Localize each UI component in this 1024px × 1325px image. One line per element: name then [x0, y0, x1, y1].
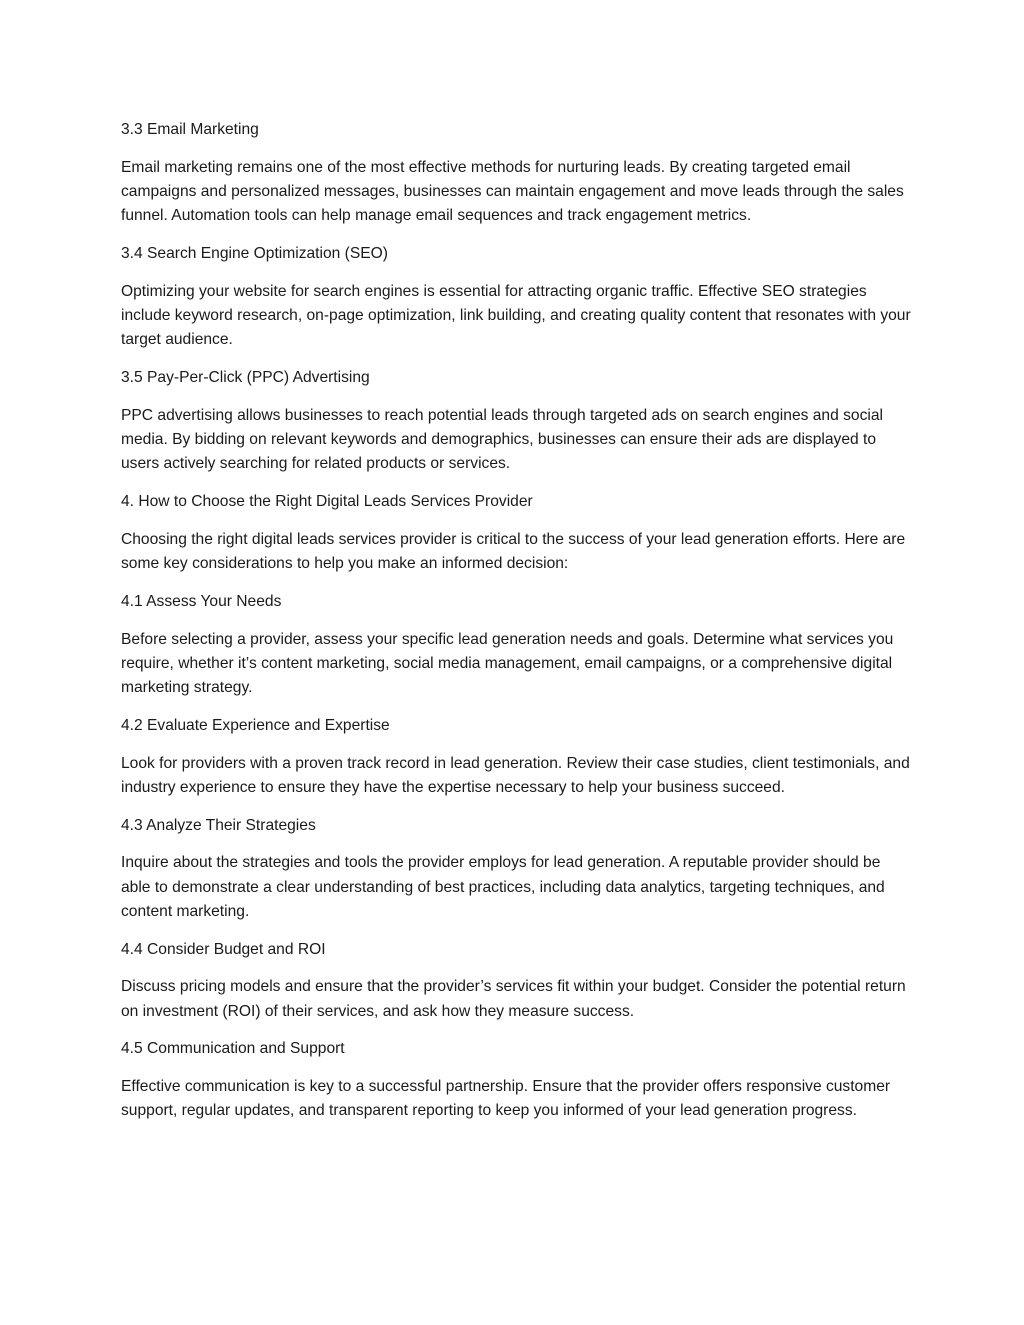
section-body-experience: Look for providers with a proven track record in lead generation. Review their case studies, client testimonials, and industry experience to ensure they have the expertise necessary to help your business succeed. — [121, 754, 910, 796]
section-heading-budget-roi: 4.4 Consider Budget and ROI — [121, 940, 326, 958]
section-body-seo: Optimizing your website for search engines is essential for attracting organic traffic. Effective SEO strategies include keyword research, on-page optimization, link building, and creating quality content that resonates with your target audience. — [121, 282, 911, 349]
section-body-assess-needs: Before selecting a provider, assess your specific lead generation needs and goals. Determine what services you require, whether it’s content marketing, social media management, email campaigns, or a comprehensive digital marketing strategy. — [121, 630, 894, 696]
section-heading-ppc: 3.5 Pay-Per-Click (PPC) Advertising — [121, 369, 370, 386]
section-heading-seo: 3.4 Search Engine Optimization (SEO) — [121, 245, 388, 262]
section-body-strategies: Inquire about the strategies and tools the provider employs for lead generation. A reputable provider should be able to demonstrate a clear understanding of best practices, including data analytics, targeting techniques, and content marketing. — [121, 854, 885, 920]
section-body-communication: Effective communication is key to a successful partnership. Ensure that the provider offers responsive customer support, regular updates, and transparent reporting to keep you informed of your lead generation progress. — [121, 1078, 891, 1120]
section-heading-experience: 4.2 Evaluate Experience and Expertise — [121, 716, 390, 734]
document-page — [121, 118, 911, 1137]
section-heading-email-marketing: 3.3 Email Marketing — [121, 121, 259, 138]
section-body-ppc: PPC advertising allows businesses to reach potential leads through targeted ads on search engines and social media. By bidding on relevant keywords and demographics, businesses can ensure their ads are displayed to users actively searching for related products or services. — [121, 406, 883, 473]
section-heading-strategies: 4.3 Analyze Their Strategies — [121, 816, 316, 834]
section-heading-communication: 4.5 Communication and Support — [121, 1040, 345, 1058]
section-body-choose-provider: Choosing the right digital leads services provider is critical to the success of your lead generation efforts. Here are some key considerations to help you make an informed decision: — [121, 530, 906, 572]
section-body-email-marketing: Email marketing remains one of the most effective methods for nurturing leads. By creating targeted email campaigns and personalized messages, businesses can maintain engagement and move leads through the sales funnel. Automation tools can help manage email sequences and track engagement metrics. — [121, 158, 904, 225]
section-heading-choose-provider: 4. How to Choose the Right Digital Leads Services Provider — [121, 493, 533, 510]
section-body-budget-roi: Discuss pricing models and ensure that the provider’s services fit within your budget. Consider the potential return on investment (ROI) of their services, and ask how they measure success. — [121, 978, 906, 1020]
section-heading-assess-needs: 4.1 Assess Your Needs — [121, 592, 282, 610]
